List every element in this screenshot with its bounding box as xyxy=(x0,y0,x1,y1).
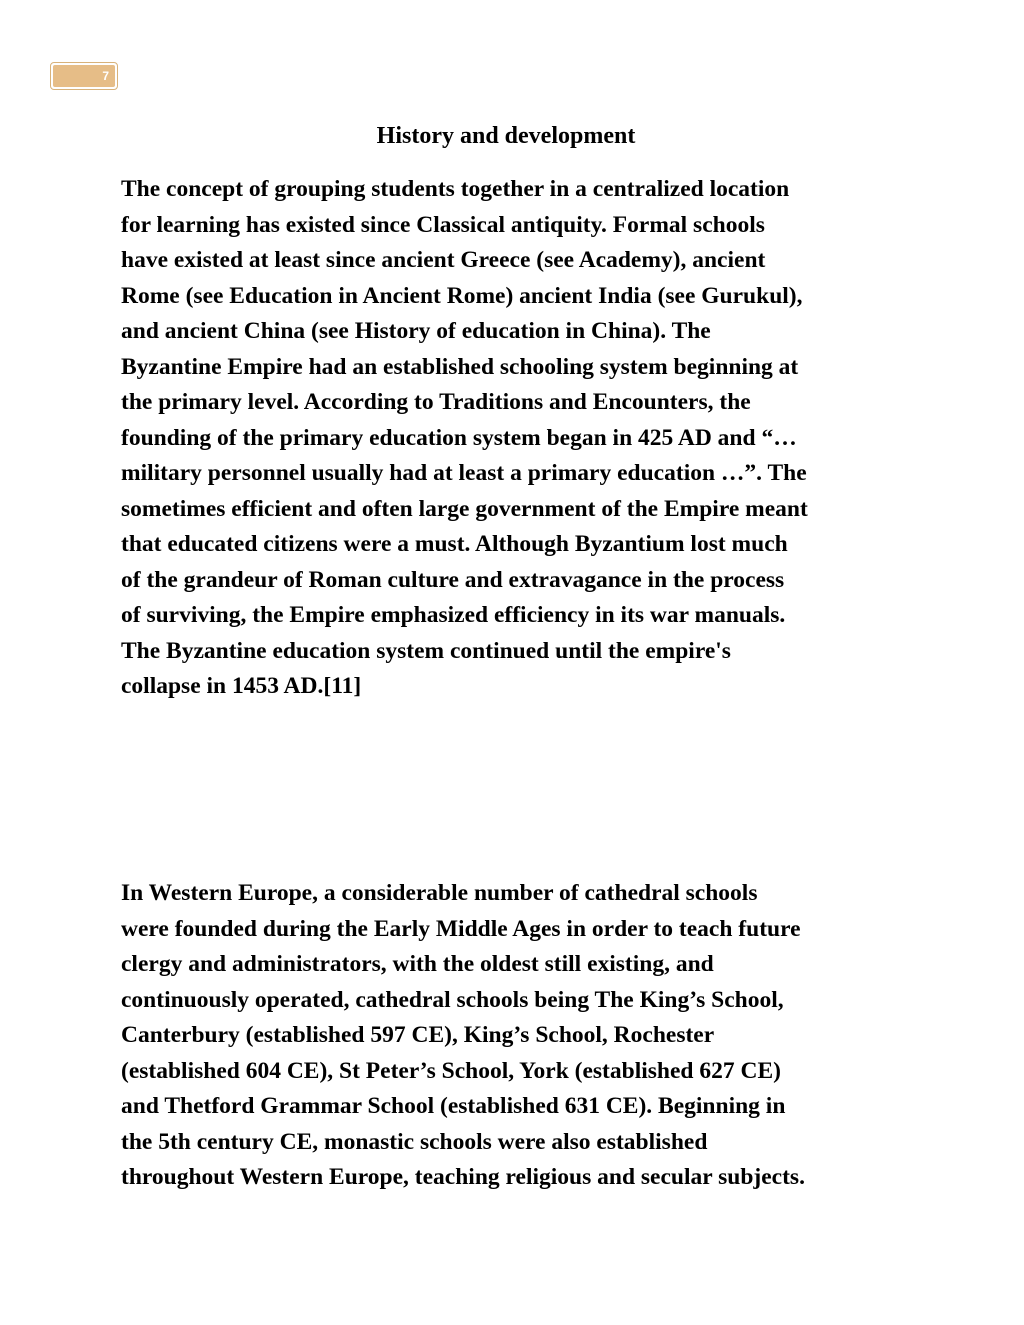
paragraph-line: collapse in 1453 AD.[11] xyxy=(121,673,362,699)
paragraph-line: of surviving, the Empire emphasized efficiency in its war manuals. xyxy=(121,602,786,628)
paragraph-line: Rome (see Education in Ancient Rome) ancient India (see Gurukul), xyxy=(121,282,803,309)
page-number-badge xyxy=(50,62,118,90)
paragraph-line: that educated citizens were a must. Although Byzantium lost much xyxy=(121,531,788,557)
paragraph-line: continuously operated, cathedral schools being The King’s School, xyxy=(121,986,784,1013)
paragraph-line: Canterbury (established 597 CE), King’s School, Rochester xyxy=(121,1022,715,1048)
paragraph-history xyxy=(121,172,911,705)
paragraph-line: the primary level. According to Traditions and Encounters, the xyxy=(121,389,751,415)
paragraph-line: the 5th century CE, monastic schools were also established xyxy=(121,1128,708,1155)
paragraph-line: and Thetford Grammar School (established 631 CE). Beginning in xyxy=(121,1093,786,1119)
paragraph-line: Byzantine Empire had an established schooling system beginning at xyxy=(121,353,799,380)
page-number: 7 xyxy=(53,65,115,87)
paragraph-line: founding of the primary education system began in 425 AD and “… xyxy=(121,424,797,451)
paragraph-line: In Western Europe, a considerable number of cathedral schools xyxy=(121,880,758,906)
paragraph-line: sometimes efficient and often large government of the Empire meant xyxy=(121,495,808,522)
paragraph-line: of the grandeur of Roman culture and extravagance in the process xyxy=(121,566,785,593)
paragraph-line: have existed at least since ancient Greece (see Academy), ancient xyxy=(121,247,766,273)
paragraph-line: The concept of grouping students together in a centralized location xyxy=(121,176,790,202)
paragraph-line: throughout Western Europe, teaching religious and secular subjects. xyxy=(121,1164,805,1190)
paragraph-western-europe xyxy=(121,876,911,1196)
paragraph-line: The Byzantine education system continued until the empire's xyxy=(121,637,731,664)
paragraph-line: and ancient China (see History of education in China). The xyxy=(121,318,711,344)
page-heading: History and development xyxy=(376,123,636,149)
paragraph-line: military personnel usually had at least a primary education …”. The xyxy=(121,460,807,486)
paragraph-line: for learning has existed since Classical antiquity. Formal schools xyxy=(121,211,765,238)
paragraph-line: were founded during the Early Middle Ages in order to teach future xyxy=(121,915,801,942)
paragraph-line: clergy and administrators, with the oldest still existing, and xyxy=(121,951,714,977)
paragraph-line: (established 604 CE), St Peter’s School, York (established 627 CE) xyxy=(121,1057,781,1084)
